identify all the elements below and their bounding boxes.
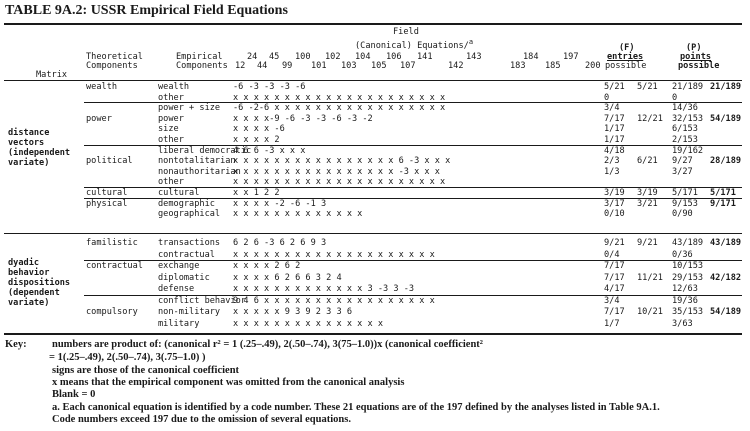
points-value: 35/153 bbox=[672, 307, 704, 317]
coefficient-cells: 4 6 6 -3 x x x bbox=[233, 145, 306, 156]
table-title: TABLE 9A.2: USSR Empirical Field Equations bbox=[5, 3, 288, 18]
points-value: 10/153 bbox=[672, 261, 704, 271]
canonical-equations-heading bbox=[355, 37, 473, 51]
matrix-label-line: dispositions bbox=[8, 278, 71, 288]
field-heading: Field bbox=[393, 27, 419, 37]
group-entries-value: 3/19 bbox=[637, 188, 658, 198]
coefficient-cells: x x x x x x x x x x x x x x x x x x x x x bbox=[233, 177, 446, 188]
entries-value: 5/21 bbox=[604, 82, 625, 92]
points-heading: points bbox=[680, 52, 712, 62]
entries-value: 7/17 bbox=[604, 272, 625, 283]
group-separator bbox=[84, 198, 742, 199]
points-value: 2/153 bbox=[672, 135, 698, 145]
field-code: 24 bbox=[247, 52, 258, 62]
empirical-component: other bbox=[158, 177, 184, 188]
field-code: 103 bbox=[341, 61, 357, 71]
empirical-component: exchange bbox=[158, 261, 200, 271]
entries-value: 4/17 bbox=[604, 284, 625, 294]
group-points-value: 54/189 bbox=[710, 113, 742, 124]
entries-value: 7/17 bbox=[604, 307, 625, 317]
field-code: 106 bbox=[386, 52, 402, 62]
entries-value: 3/19 bbox=[604, 188, 625, 198]
points-value: 3/27 bbox=[672, 166, 693, 177]
empirical-component: non-military bbox=[158, 307, 221, 317]
theoretical-component: physical bbox=[86, 198, 128, 209]
possible-heading: possible bbox=[605, 61, 647, 71]
field-code: 197 bbox=[563, 52, 579, 62]
points-value: 0 bbox=[672, 92, 678, 103]
matrix-heading: Matrix bbox=[36, 70, 68, 80]
entries-value: 0 bbox=[604, 92, 610, 103]
matrix-label-line: variate) bbox=[8, 158, 50, 168]
group-separator bbox=[84, 187, 742, 188]
coefficient-cells: x x x x x x x x x x x x x 3 -3 3 -3 bbox=[233, 284, 415, 294]
group-points-value: 28/189 bbox=[710, 156, 742, 167]
group-entries-value: 5/21 bbox=[637, 82, 658, 92]
matrix-label-line: variate) bbox=[8, 298, 50, 308]
theoretical-component: familistic bbox=[86, 238, 138, 248]
group-entries-value: 11/21 bbox=[637, 272, 663, 283]
group-points-value: 21/189 bbox=[710, 82, 742, 92]
theoretical-component: power bbox=[86, 113, 112, 124]
matrix-label-line: (independent bbox=[8, 148, 71, 158]
field-code: 12 bbox=[235, 61, 246, 71]
coefficient-cells: x x x x x x x x x x x x x bbox=[233, 209, 363, 220]
group-entries-value: 9/21 bbox=[637, 238, 658, 248]
theoretical-component: wealth bbox=[86, 82, 118, 92]
entries-value: 0/4 bbox=[604, 249, 620, 260]
points-value: 0/36 bbox=[672, 249, 693, 260]
key-label: Key: bbox=[5, 339, 27, 350]
group-points-value: 43/189 bbox=[710, 238, 742, 248]
entries-value: 0/10 bbox=[604, 209, 625, 220]
theoretical-component: cultural bbox=[86, 188, 128, 198]
empirical-component: power + size bbox=[158, 103, 221, 114]
footnote-slash: / bbox=[463, 40, 469, 51]
points-value: 12/63 bbox=[672, 284, 698, 294]
key-note-line: a. Each canonical equation is identified by a code number. These 21 equations are of the 197 defined by the analyses listed in Table 9A.1. bbox=[52, 402, 660, 413]
matrix-label-line: (dependent bbox=[8, 288, 60, 298]
empirical-component: liberal democratic bbox=[158, 145, 252, 156]
key-note-line: numbers are product of: (canonical r² = 1 (.25–.49), 2(.50–.74), 3(75–1.0))x (canonical coefficient² bbox=[52, 339, 483, 350]
field-code: 99 bbox=[282, 61, 293, 71]
coefficient-cells: x x x x x x x x x x x x x x x x x x x x bbox=[233, 249, 435, 260]
empirical-component: power bbox=[158, 113, 184, 124]
empirical-component: cultural bbox=[158, 188, 200, 198]
field-code: 185 bbox=[545, 61, 561, 71]
group-points-value: 54/189 bbox=[710, 307, 742, 317]
entries-value: 1/17 bbox=[604, 135, 625, 145]
points-value: 6/153 bbox=[672, 124, 698, 135]
field-code: 105 bbox=[371, 61, 387, 71]
coefficient-cells: x x x x x x x x x x x x x x x bbox=[233, 318, 384, 329]
points-value: 19/36 bbox=[672, 295, 698, 306]
field-code: 45 bbox=[269, 52, 280, 62]
p-heading: (P) bbox=[686, 43, 702, 53]
points-value: 14/36 bbox=[672, 103, 698, 114]
field-code: 102 bbox=[325, 52, 341, 62]
coefficient-cells: -6 -3 -3 -3 -6 bbox=[233, 82, 306, 92]
empirical-component: wealth bbox=[158, 82, 190, 92]
points-value: 9/27 bbox=[672, 156, 693, 167]
key-note-line: = 1(.25–.49), 2(.50–.74), 3(.75–1.0) ) bbox=[49, 352, 206, 363]
empirical-component: geographical bbox=[158, 209, 221, 220]
points-value: 43/189 bbox=[672, 238, 704, 248]
coefficient-cells: x x x x 2 bbox=[233, 135, 280, 145]
group-separator bbox=[84, 102, 742, 103]
theoretical-component: compulsory bbox=[86, 307, 138, 317]
field-code: 107 bbox=[400, 61, 416, 71]
empirical-component: transactions bbox=[158, 238, 221, 248]
field-code: 184 bbox=[523, 52, 539, 62]
group-entries-value: 12/21 bbox=[637, 113, 663, 124]
group-separator bbox=[84, 295, 742, 296]
empirical-component: other bbox=[158, 92, 184, 103]
entries-value: 3/4 bbox=[604, 295, 620, 306]
matrix-label-line: vectors bbox=[8, 138, 45, 148]
entries-value: 7/17 bbox=[604, 261, 625, 271]
empirical-component: military bbox=[158, 318, 200, 329]
footnote-a: a bbox=[468, 38, 474, 46]
points-value: 5/171 bbox=[672, 188, 698, 198]
matrix-label-line: behavior bbox=[8, 268, 50, 278]
group-separator bbox=[84, 145, 742, 146]
entries-value: 1/7 bbox=[604, 318, 620, 329]
theoretical-component: contractual bbox=[86, 261, 143, 271]
bottom-rule bbox=[4, 333, 742, 335]
field-code: 200 bbox=[585, 61, 601, 71]
entries-value: 1/17 bbox=[604, 124, 625, 135]
entries-heading: entries bbox=[607, 52, 644, 62]
field-code: 44 bbox=[257, 61, 268, 71]
theoretical-component: political bbox=[86, 156, 133, 167]
empirical-heading-1: Empirical bbox=[176, 52, 223, 62]
entries-value: 1/3 bbox=[604, 166, 620, 177]
group-separator bbox=[84, 260, 742, 261]
entries-value: 2/3 bbox=[604, 156, 620, 167]
coefficient-cells: 9 4 6 x x x x x x x x x x x x x x x x x bbox=[233, 295, 435, 306]
coefficient-cells: x x x x x x x x x x x x x x x x x x x x x bbox=[233, 92, 446, 103]
entries-value: 3/17 bbox=[604, 198, 625, 209]
coefficient-cells: 6 2 6 -3 6 2 6 9 3 bbox=[233, 238, 327, 248]
empirical-component: nonauthoritarian bbox=[158, 166, 241, 177]
coefficient-cells: x x x x-9 -6 -3 -3 -6 -3 -2 bbox=[233, 113, 373, 124]
coefficient-cells: x x 1 2 2 bbox=[233, 188, 280, 198]
empirical-component: contractual bbox=[158, 249, 215, 260]
empirical-component: other bbox=[158, 135, 184, 145]
field-code: 104 bbox=[355, 52, 371, 62]
coefficient-cells: x x x x x x x x x x x x x x x x -3 x x x bbox=[233, 166, 440, 177]
possible-heading-2: possible bbox=[678, 61, 720, 71]
points-value: 21/189 bbox=[672, 82, 704, 92]
coefficient-cells: x x x x x x x x x x x x x x x x 6 -3 x x x bbox=[233, 156, 451, 167]
field-code: 101 bbox=[311, 61, 327, 71]
group-points-value: 9/171 bbox=[710, 198, 736, 209]
empirical-component: diplomatic bbox=[158, 272, 210, 283]
coefficient-cells: x x x x -2 -6 -1 3 bbox=[233, 198, 327, 209]
field-code: 143 bbox=[466, 52, 482, 62]
coefficient-cells: x x x x -6 bbox=[233, 124, 285, 135]
theoretical-heading-1: Theoretical bbox=[86, 52, 143, 62]
points-value: 0/90 bbox=[672, 209, 693, 220]
field-code: 183 bbox=[510, 61, 526, 71]
canonical-equations-text: (Canonical) Equations bbox=[355, 40, 464, 51]
group-entries-value: 6/21 bbox=[637, 156, 658, 167]
header-rule bbox=[4, 80, 742, 81]
empirical-component: conflict behavior bbox=[158, 295, 246, 306]
points-value: 3/63 bbox=[672, 318, 693, 329]
key-note-line: Code numbers exceed 197 due to the omission of several equations. bbox=[52, 414, 351, 425]
points-value: 32/153 bbox=[672, 113, 704, 124]
empirical-component: defense bbox=[158, 284, 195, 294]
coefficient-cells: x x x x 6 2 6 6 3 2 4 bbox=[233, 272, 342, 283]
field-code: 141 bbox=[417, 52, 433, 62]
f-heading: (F) bbox=[619, 43, 635, 53]
group-points-value: 5/171 bbox=[710, 188, 736, 198]
matrix-label-line: distance bbox=[8, 128, 50, 138]
empirical-heading-2: Components bbox=[176, 61, 228, 71]
entries-value: 3/4 bbox=[604, 103, 620, 114]
coefficient-cells: x x x x 2 6 2 bbox=[233, 261, 301, 271]
points-value: 9/153 bbox=[672, 198, 698, 209]
theoretical-heading-2: Components bbox=[86, 61, 138, 71]
entries-value: 9/21 bbox=[604, 238, 625, 248]
matrix-label-line: dyadic bbox=[8, 258, 40, 268]
entries-value: 4/18 bbox=[604, 145, 625, 156]
field-code: 142 bbox=[448, 61, 464, 71]
empirical-component: demographic bbox=[158, 198, 215, 209]
group-entries-value: 3/21 bbox=[637, 198, 658, 209]
empirical-component: nontotalitarian bbox=[158, 156, 236, 167]
coefficient-cells: -6 -2-6 x x x x x x x x x x x x x x x x x bbox=[233, 103, 446, 114]
points-value: 19/162 bbox=[672, 145, 704, 156]
section-divider bbox=[4, 233, 742, 234]
coefficient-cells: x x x x x 9 3 9 2 3 3 6 bbox=[233, 307, 352, 317]
field-code: 100 bbox=[295, 52, 311, 62]
key-note-line: signs are those of the canonical coefficient bbox=[52, 365, 240, 376]
key-note-line: Blank = 0 bbox=[52, 389, 96, 400]
points-value: 29/153 bbox=[672, 272, 704, 283]
entries-value: 7/17 bbox=[604, 113, 625, 124]
group-entries-value: 10/21 bbox=[637, 307, 663, 317]
empirical-component: size bbox=[158, 124, 179, 135]
group-points-value: 42/182 bbox=[710, 272, 742, 283]
key-note-line: x means that the empirical component was omitted from the canonical analysis bbox=[52, 377, 405, 388]
top-rule bbox=[4, 23, 742, 25]
